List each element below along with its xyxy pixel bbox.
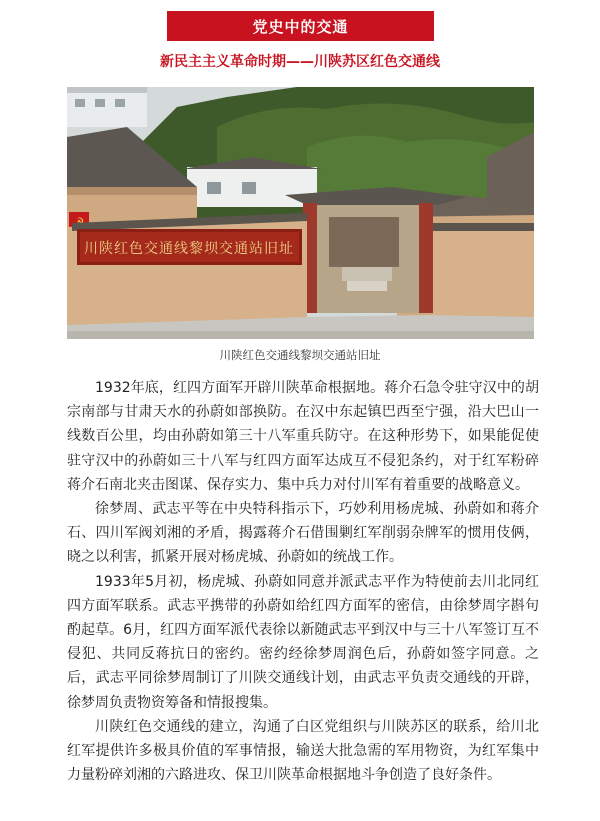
article-body [67, 376, 539, 787]
article-subtitle: 新民主主义革命时期——川陕苏区红色交通线 [160, 54, 440, 70]
header-banner [167, 11, 434, 41]
paragraph-1: 1932年底，红四方面军开辟川陕革命根据地。蒋介石急令驻守汉中的胡宗南部与甘肃天水的孙蔚如部换防。在汉中东起镇巴西至宁强，沿大巴山一线数百公里，均由孙蔚如第三十八军重兵防守。在这种形势下，如果能促使驻守汉中的孙蔚如三十八军与红四方面军达成互不侵犯条约，对于红军粉碎蒋介石南北夹击图谋、保存实力、集中兵力对付川军有着重要的战略意义。 [67, 380, 539, 493]
photo-caption: 川陕红色交通线黎坝交通站旧址 [219, 348, 381, 362]
station-photo-illustration [67, 87, 534, 339]
station-sign-text: 川陕红色交通线黎坝交通站旧址 [84, 241, 294, 257]
paragraph-3: 1933年5月初，杨虎城、孙蔚如同意并派武志平作为特使前去川北同红四方面军联系。武志平携带的孙蔚如给红四方面军的密信，由徐梦周字斟句酌起草。6月，红四方面军派代表徐以新随武志平到汉中与三十八军签订互不侵犯、共同反蒋抗日的密约。密约经徐梦周润色后，孙蔚如签字同意。之后，武志平同徐梦周制订了川陕交通线计划，由武志平负责交通线的开辟，徐梦周负责物资筹备和情报搜集。 [67, 573, 539, 711]
station-photo [67, 87, 534, 339]
paragraph-4: 川陕红色交通线的建立，沟通了白区党组织与川陕苏区的联系，给川北红军提供许多极具价值的军事情报，输送大批急需的军用物资，为红军集中力量粉碎刘湘的六路进攻、保卫川陕革命根据地斗争创造了良好条件。 [67, 718, 539, 784]
header-title: 党史中的交通 [252, 17, 349, 36]
paragraph-2: 徐梦周、武志平等在中央特科指示下，巧妙利用杨虎城、孙蔚如和蒋介石、四川军阀刘湘的矛盾，揭露蒋介石借围剿红军削弱杂牌军的惯用伎俩，晓之以利害，抓紧开展对杨虎城、孙蔚如的统战工作。 [67, 501, 539, 566]
